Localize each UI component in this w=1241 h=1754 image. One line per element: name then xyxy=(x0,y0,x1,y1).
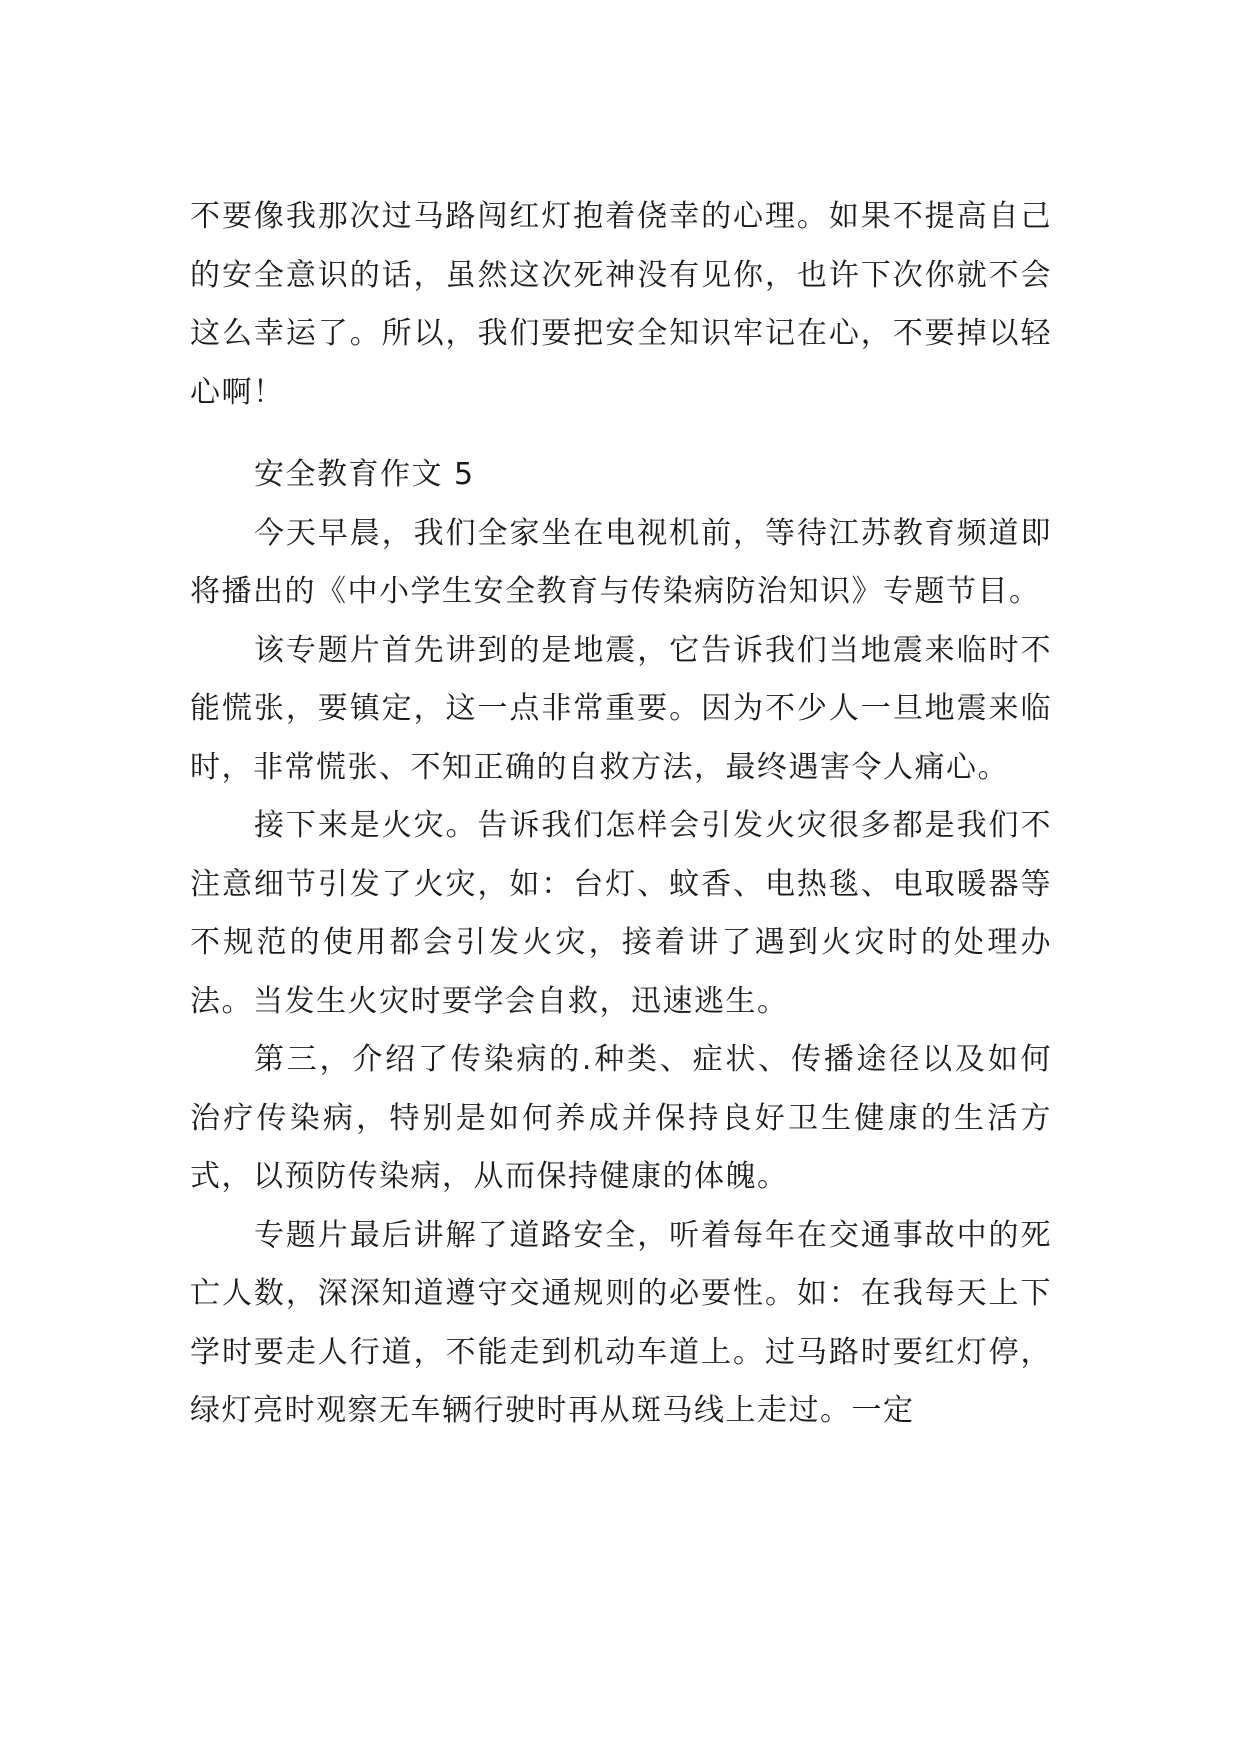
paragraph-2: 该专题片首先讲到的是地震，它告诉我们当地震来临时不能慌张，要镇定，这一点非常重要。因为不少人一旦地震来临时，非常慌张、不知正确的自救方法，最终遇害令人痛心。 xyxy=(190,632,1052,785)
section-title: 安全教育作文 5 xyxy=(254,457,475,492)
paragraph-5: 专题片最后讲解了道路安全，听着每年在交通事故中的死亡人数，深深知道遵守交通规则的必要性。如：在我每天上下学时要走人行道，不能走到机动车道上。过马路时要红灯停，绿灯亮时观察无车辆行驶时再从斑马线上走过。一定 xyxy=(190,1217,1052,1428)
paragraph-4: 第三，介绍了传染病的.种类、症状、传播途径以及如何治疗传染病，特别是如何养成并保持良好卫生健康的生活方式，以预防传染病，从而保持健康的体魄。 xyxy=(190,1042,1052,1194)
paragraph-3: 接下来是火灾。告诉我们怎样会引发火灾很多都是我们不注意细节引发了火灾，如：台灯、蚊香、电热毯、电取暖器等不规范的使用都会引发火灾，接着讲了遇到火灾时的处理办法。当发生火灾时要学会自救，迅速逃生。 xyxy=(190,808,1052,1019)
essay-section xyxy=(190,446,1052,1441)
continued-paragraph: 不要像我那次过马路闯红灯抱着侥幸的心理。如果不提高自己的安全意识的话，虽然这次死神没有见你，也许下次你就不会这么幸运了。所以，我们要把安全知识牢记在心，不要掉以轻心啊！ xyxy=(190,199,1052,410)
paragraph-1: 今天早晨，我们全家坐在电视机前，等待江苏教育频道即将播出的《中小学生安全教育与传染病防治知识》专题节目。 xyxy=(190,515,1052,609)
